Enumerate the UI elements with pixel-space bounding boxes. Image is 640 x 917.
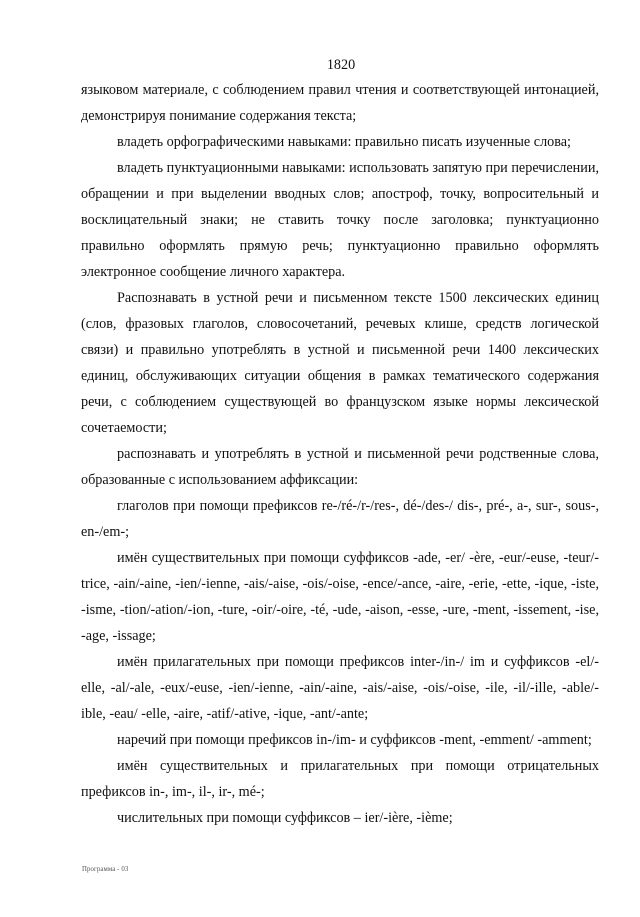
paragraph-1: языковом материале, с соблюдением правил чтения и соответствующей интонацией, демонстрируя понимание содержания текста; (81, 82, 599, 124)
paragraph-3: владеть пунктуационными навыками: использовать запятую при перечислении, обращении и при выделении вводных слов; апостроф, точку, вопросительный и восклицательный знаки; не ставить точку после заголовка; пунктуационно правильно оформлять прямую речь; пунктуационно правильно оформлять электронное сообщение личного характера. (81, 160, 599, 280)
footer-label: Программа - 03 (82, 866, 129, 873)
paragraph-8: имён прилагательных при помощи префиксов inter-/in-/ im и суффиксов -el/-elle, -al/-ale, -eux/-euse, -ien/-ienne, -ain/-aine, -ais/-aise, -ois/-oise, -ile, -il/-ille, -able/-ible, -eau/ -elle, -aire, -atif/-ative, -ique, -ant/-ante; (81, 654, 599, 722)
paragraph-6: глаголов при помощи префиксов re-/ré-/r-/res-, dé-/des-/ dis-, pré-, a-, sur-, sous-, en-/em-; (81, 498, 599, 540)
paragraph-9: наречий при помощи префиксов in-/im- и суффиксов -ment, -emment/ -amment; (117, 732, 592, 748)
paragraph-5: распознавать и употреблять в устной и письменной речи родственные слова, образованные с использованием аффиксации: (81, 446, 599, 488)
paragraph-10: имён существительных и прилагательных при помощи отрицательных префиксов in-, im-, il-, ir-, mé-; (81, 758, 599, 800)
paragraph-2: владеть орфографическими навыками: правильно писать изученные слова; (117, 134, 571, 150)
paragraph-11: числительных при помощи суффиксов – ier/-ière, -ième; (117, 810, 453, 826)
body-text (81, 77, 599, 831)
paragraph-4: Распознавать в устной речи и письменном тексте 1500 лексических единиц (слов, фразовых глаголов, словосочетаний, речевых клише, средств логической связи) и правильно употреблять в устной и письменной речи 1400 лексических единиц, обслуживающих ситуации общения в рамках тематического содержания речи, с соблюдением существующей во французском языке нормы лексической сочетаемости; (81, 290, 599, 436)
paragraph-7: имён существительных при помощи суффиксов -ade, -er/ -ère, -eur/-euse, -teur/-trice, -ain/-aine, -ien/-ienne, -ais/-aise, -ois/-oise, -ence/-ance, -aire, -erie, -ette, -ique, -iste, -isme, -tion/-ation/-ion, -ture, -oir/-oire, -té, -ude, -aison, -esse, -ure, -ment, -issement, -ise, -age, -issage; (81, 550, 599, 644)
page-number: 1820 (326, 57, 356, 73)
